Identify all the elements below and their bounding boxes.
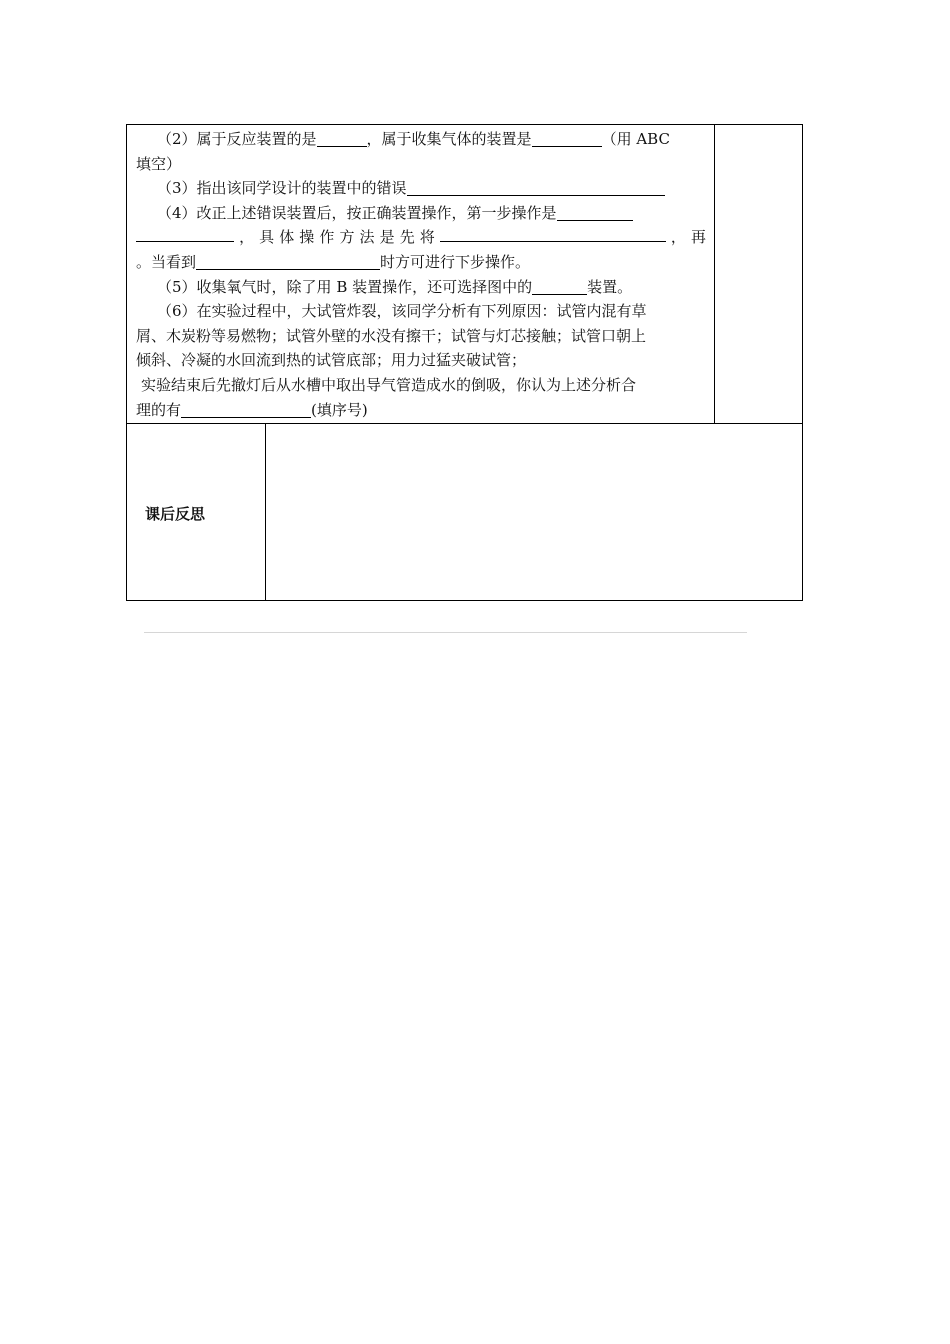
question-6-line-4 — [136, 373, 706, 398]
answer-blank[interactable] — [196, 253, 380, 270]
question-6-text-a: （6）在实验过程中，大试管炸裂，该同学分析有下列原因：试管内混有草 — [157, 302, 647, 321]
question-6-text-f: (填序号) — [311, 400, 368, 419]
question-6-text-d: 实验结束后先撤灯后从水槽中取出导气管造成水的倒吸，你认为上述分析合 — [141, 375, 637, 394]
question-6-text-e: 理的有 — [136, 400, 182, 419]
question-4-line-2 — [136, 225, 706, 250]
question-2-text-a: （2）属于反应装置的是 — [157, 130, 317, 148]
answer-blank[interactable] — [532, 130, 602, 147]
question-4-line-3 — [136, 250, 706, 275]
reflection-label: 课后反思 — [145, 505, 206, 523]
question-4-char: 作 — [319, 228, 335, 247]
question-4-text-a: （4）改正上述错误装置后，按正确装置操作，第一步操作是 — [157, 203, 557, 222]
answer-blank[interactable] — [181, 401, 311, 418]
question-4-text-c: 。当看到 — [136, 252, 197, 271]
question-6-text-b: 屑、木炭粉等易燃物；试管外壁的水没有擦干；试管与灯芯接触；试管口朝上 — [136, 326, 647, 345]
question-6-line-3 — [136, 348, 706, 373]
question-2-line-2 — [136, 152, 706, 177]
answer-blank[interactable] — [317, 130, 367, 147]
question-6-line-2 — [136, 324, 706, 349]
question-6-line-1 — [136, 299, 706, 324]
question-4-char: 法 — [359, 228, 375, 247]
question-3-text: （3）指出该同学设计的装置中的错误 — [157, 179, 407, 198]
question-6-line-5 — [136, 398, 706, 423]
question-5-text-b: 装置。 — [587, 277, 633, 296]
question-6-text-c: 倾斜、冷凝的水回流到热的试管底部；用力过猛夹破试管； — [136, 351, 527, 370]
question-4-char: 将 — [419, 228, 435, 247]
question-2-line-1 — [136, 127, 706, 152]
question-4-char: 方 — [339, 228, 355, 247]
question-4-line-1 — [136, 201, 706, 226]
answer-blank[interactable] — [407, 179, 665, 196]
reflection-content-cell[interactable] — [266, 424, 802, 600]
question-4-char: ， — [239, 228, 255, 247]
question-4-char: 具 — [259, 228, 275, 247]
question-3-line — [136, 176, 706, 201]
questions-row — [127, 125, 802, 424]
answer-blank[interactable] — [440, 225, 666, 242]
page-divider — [144, 632, 747, 633]
question-2-text-b: ，属于收集气体的装置是 — [366, 130, 532, 148]
question-4-char: 操 — [299, 228, 315, 247]
question-4-text-d: 时方可进行下步操作。 — [380, 252, 531, 271]
question-2-text-d: 填空） — [136, 154, 182, 173]
question-4-char: 再 — [690, 228, 706, 247]
reflection-label-cell — [127, 424, 266, 600]
question-5-text-a: （5）收集氧气时，除了用 B 装置操作，还可选择图中的 — [157, 277, 533, 296]
questions-cell — [127, 125, 715, 423]
question-4-char: ， — [670, 228, 686, 247]
answer-blank[interactable] — [136, 225, 234, 242]
question-4-char: 先 — [399, 228, 415, 247]
question-4-char: 体 — [279, 228, 295, 247]
question-5-line — [136, 275, 706, 300]
answer-blank[interactable] — [557, 204, 633, 221]
question-4-char: 是 — [379, 228, 395, 247]
answer-blank[interactable] — [532, 278, 587, 295]
worksheet-table — [126, 124, 803, 601]
reflection-row — [127, 424, 802, 600]
notes-cell — [715, 125, 802, 423]
question-2-text-c: （用 ABC — [601, 130, 670, 148]
